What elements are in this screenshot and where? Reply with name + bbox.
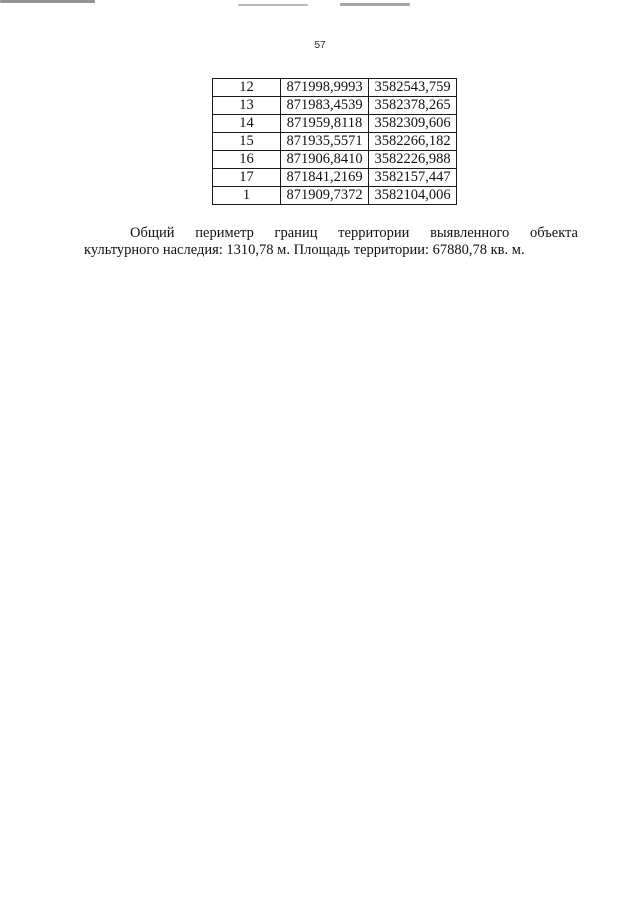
scan-artifact <box>0 0 95 3</box>
point-number-cell: 14 <box>213 115 281 133</box>
point-number-cell: 15 <box>213 133 281 151</box>
y-coordinate-cell: 3582543,759 <box>369 79 457 97</box>
table-row <box>213 97 457 115</box>
point-number-cell: 17 <box>213 169 281 187</box>
x-coordinate-cell: 871909,7372 <box>281 187 369 205</box>
y-coordinate-cell: 3582104,006 <box>369 187 457 205</box>
x-coordinate-cell: 871983,4539 <box>281 97 369 115</box>
table-row <box>213 151 457 169</box>
y-coordinate-cell: 3582226,988 <box>369 151 457 169</box>
table-row <box>213 115 457 133</box>
point-number-cell: 12 <box>213 79 281 97</box>
point-number-cell: 16 <box>213 151 281 169</box>
x-coordinate-cell: 871935,5571 <box>281 133 369 151</box>
point-number-cell: 1 <box>213 187 281 205</box>
x-coordinate-cell: 871906,8410 <box>281 151 369 169</box>
scan-artifact <box>340 3 410 6</box>
y-coordinate-cell: 3582378,265 <box>369 97 457 115</box>
table-row <box>213 133 457 151</box>
coordinates-table <box>212 78 457 205</box>
x-coordinate-cell: 871841,2169 <box>281 169 369 187</box>
table-row <box>213 79 457 97</box>
summary-line-2: культурного наследия: 1310,78 м. Площадь территории: 67880,78 кв. м. <box>84 242 525 258</box>
table-row <box>213 169 457 187</box>
point-number-cell: 13 <box>213 97 281 115</box>
page-number: 57 <box>314 40 326 51</box>
x-coordinate-cell: 871998,9993 <box>281 79 369 97</box>
scan-artifact <box>238 4 308 6</box>
x-coordinate-cell: 871959,8118 <box>281 115 369 133</box>
y-coordinate-cell: 3582157,447 <box>369 169 457 187</box>
table-row <box>213 187 457 205</box>
perimeter-area-summary <box>84 225 578 259</box>
y-coordinate-cell: 3582266,182 <box>369 133 457 151</box>
y-coordinate-cell: 3582309,606 <box>369 115 457 133</box>
summary-line-1: Общий периметр границ территории выявленного объекта <box>130 225 578 241</box>
